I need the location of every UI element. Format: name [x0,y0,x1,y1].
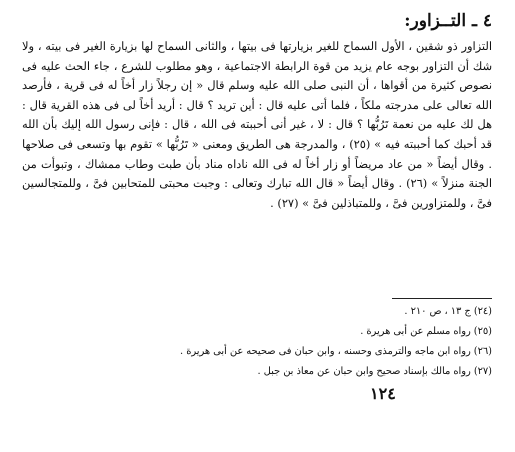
footnotes [60,302,492,382]
page-number: ١٢٤ [370,384,396,403]
footnote-26: (٢٦) رواه ابن ماجه والترمذى وحسنه ، وابن حبان فى صحيحه عن أبى هريرة . [179,346,492,357]
footnote-27: (٢٧) رواه مالك بإسناد صحيح وابن حبان عن معاذ بن جبل . [257,366,492,377]
section-heading: ٤ ـ التــزاور: [404,11,492,31]
body-paragraph: التزاور ذو شقين ، الأول السماح للغير بزيارتها فى بيتها ، والثانى السماح لها بزيارة الغير فى بيته ، ولا شك أن التزاور بوجه عام يزيد من قوة الرابطة الاجتماعية ، وهو مطلوب للشرع ، جاء الحث عليه فى نصوص كثيرة من أقواها ، أن النبى صلى الله عليه وسلم قال « إن رجلاً زار أخاً له فى قرية ، فأرصد الله تعالى على مدرجته ملكاً ، فلما أتى عليه قال : أين تريد ؟ قال : أريد أخاً لى فى هذه القرية قال : هل لك عليه من نعمة تَرُبُّها ؟ قال : لا ، غير أنى أحببته فى الله ، قال : فإنى رسول الله إليك بأن الله قد أحبك كما أحببته فيه » (٢٥) ، والمدرجة هى الطريق ومعنى « تَرُبُّها » تقوم بها وتسعى فى صلاحها . وقال أيضاً « من عاد مريضاً أو زار أخاً له فى الله ناداه مناد بأن طبت وطاب ممشاك ، وتبوأت من الجنة منزلاً » (٢٦) . وقال أيضاً « قال الله تبارك وتعالى : وجبت محبتى للمتحابين فىَّ ، وللمتجالسين فىَّ ، وللمتزاورين فىَّ ، وللمتباذلين فىَّ » (٢٧) . [22,39,492,210]
main-content [22,10,492,213]
footnote-24: (٢٤) ج ١٣ ، ص ٢١٠ . [404,306,492,317]
footnote-25: (٢٥) رواه مسلم عن أبى هريرة . [360,326,492,337]
footnote-divider [392,298,492,299]
